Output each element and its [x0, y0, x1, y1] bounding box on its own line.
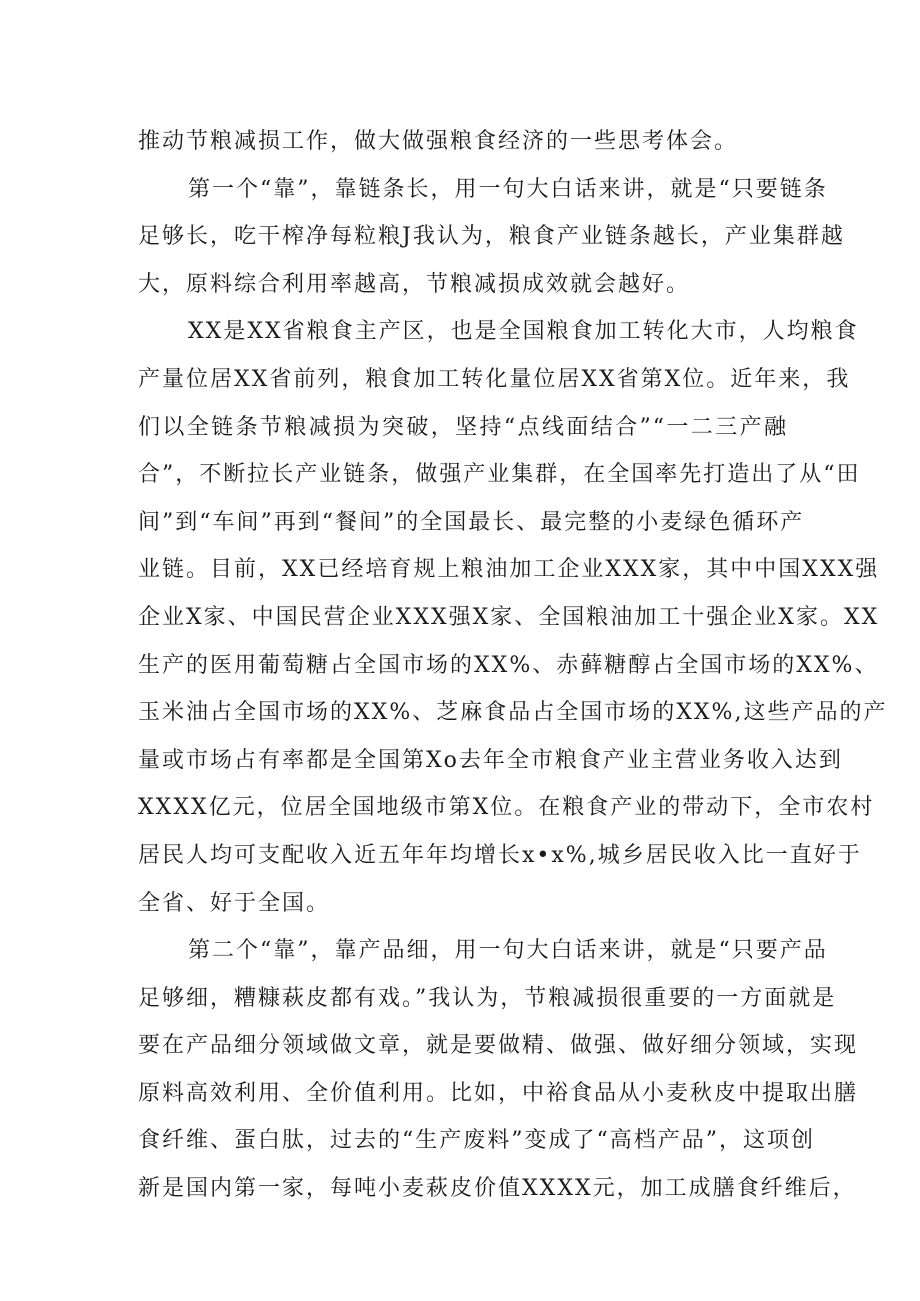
text-line: 企业X家、中国民营企业XXX强X家、全国粮油加工十强企业X家。XX: [138, 604, 880, 630]
text-line: XXXX亿元，位居全国地级市第X位。在粮食产业的带动下，全市农村: [138, 795, 875, 821]
text-line: 生产的医用葡萄糖占全国市场的XX%、赤藓糖醇占全国市场的XX%、: [138, 652, 879, 678]
text-line: 间”到“车间”再到“餐间”的全国最长、最完整的小麦绿色循环产: [138, 509, 805, 535]
paragraph-first-line: XX是XX省粮食主产区，也是全国粮食加工转化大市，人均粮食: [188, 319, 859, 345]
text-line: 原料高效利用、全价值利用。比如，中裕食品从小麦秋皮中提取出膳: [138, 1080, 859, 1106]
text-line: 量或市场占有率都是全国第Xo去年全市粮食产业主营业务收入达到: [138, 747, 843, 773]
document-body: [138, 118, 888, 1213]
text-line: 全省、好于全国。: [138, 890, 331, 916]
paragraph-first-line: 第一个“靠”，靠链条长，用一句大白话来讲，就是“只要链条: [188, 176, 828, 202]
text-line: 推动节粮减损工作，做大做强粮食经济的一些思考体会。: [138, 129, 739, 154]
text-line: 足够细，糟糠萩皮都有戏。”我认为，节粮减损很重要的一方面就是: [138, 985, 837, 1011]
paragraph-first-line: 第二个“靠”，靠产品细，用一句大白话来讲，就是“只要产品: [188, 938, 828, 964]
text-line: 居民人均可支配收入近五年年均增长x•x%,城乡居民收入比一直好于: [138, 842, 862, 868]
text-line: 足够长，吃干榨净每粒粮J我认为，粮食产业链条越长，产业集群越: [138, 224, 845, 250]
text-line: 合”，不断拉长产业链条，做强产业集群，在全国率先打造出了从“田: [138, 462, 861, 488]
text-line: 新是国内第一家，每吨小麦萩皮价值XXXX元，加工成膳食纤维后，: [138, 1176, 857, 1202]
text-line: 食纤维、蛋白肽，过去的“生产废料”变成了“高档产品”，这项创: [138, 1128, 815, 1154]
text-line: 产量位居XX省前列，粮食加工转化量位居XX省第X位。近年来，我: [138, 366, 851, 392]
text-line: 业链。目前，XX已经培育规上粮油加工企业XXX家，其中中国XXX强: [138, 557, 880, 583]
text-line: 们以全链条节粮减损为突破，坚持“点线面结合”“一二三产融: [138, 414, 788, 440]
text-line: 玉米油占全国市场的XX%、芝麻食品占全国市场的XX%,这些产品的产: [138, 700, 888, 726]
text-line: 大，原料综合利用率越高，节粮减损成效就会越好。: [138, 271, 691, 297]
text-line: 要在产品细分领域做文章，就是要做精、做强、做好细分领域，实现: [138, 1033, 859, 1059]
